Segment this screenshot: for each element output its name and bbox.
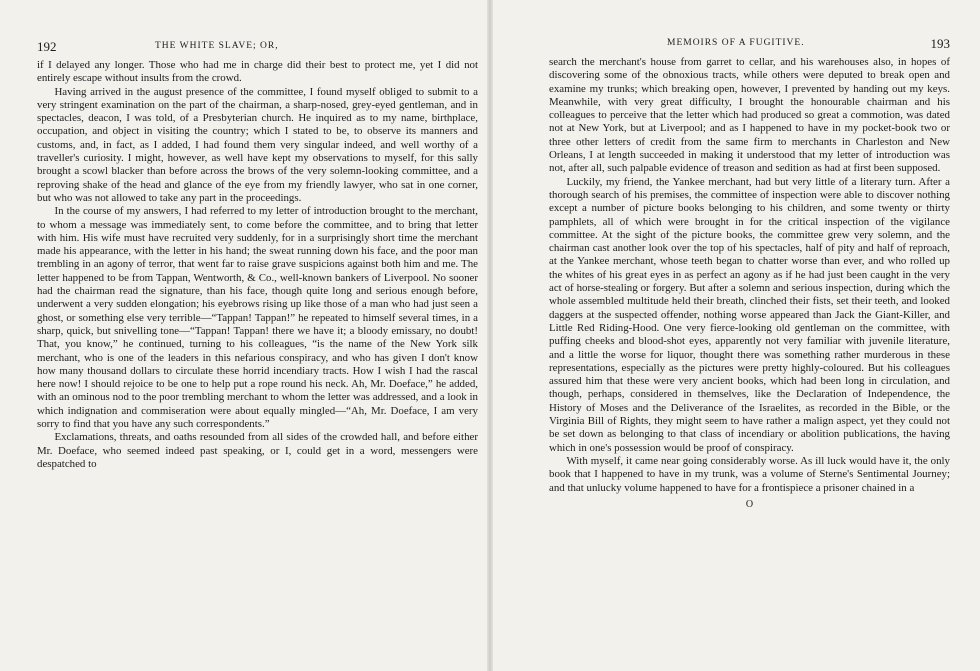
right-page-header [549, 35, 950, 52]
running-head: THE WHITE SLAVE; OR, [155, 41, 279, 51]
paragraph: In the course of my answers, I had referred to my letter of introduction brought to the merchant, to whom a message was immediately sent, to come before the committee, and to bring that letter with him. His wife must have recruited very suddenly, for in a surprisingly short time the merchant made his appearance, with the letter in his hand; the sweat running down his face, and the poor man trembling in an agony of terror, that went far to raise grave suspicions against both him and me. The letter happened to be from Tappan, Wentworth, & Co., well-known bankers of Liverpool. No sooner had the chairman read the signature, than his face, though quite long and serious enough before, underwent a very sudden elongation; his eyebrows rising up like those of a man who had just seen a ghost, or something else very terrible—“Tappan! Tappan!” he repeated to himself several times, in a sharp, quick, but snivelling tone—“Tappan! Tappan! there we have it; a bloody emissary, no doubt! That, you know,” he continued, turning to his colleagues, “is the name of the New York silk merchant, who is one of the leaders in this nefarious conspiracy, and who has given I don't know how many thousand dollars to circulate these horrid incendiary tracts. How I wish I had the rascal here now! I should rejoice to be one to help put a rope round his neck. Ah, Mr. Doeface,” he added, with an ominous nod to the poor trembling merchant to whom the letter was addressed, and a look in which indignation and commiseration were about equally mingled—“Ah, Mr. Doeface, I am very sorry to find that you have any such correspondents.” [37, 205, 478, 431]
left-page-text [37, 59, 478, 471]
paragraph: Having arrived in the august presence of the committee, I found myself obliged to submit to a very stringent examination on the part of the chairman, a sharp-nosed, grey-eyed gentleman, and in spectacles, deacon, I was told, of a Presbyterian church. He inquired as to my name, birthplace, occupation, and object in visiting the country; which I stated to be, to observe its manners and customs, and, in fact, as I added, I had found them very singular indeed, and well worthy of a traveller's curiosity. I might, however, as well have kept my observations to myself, for this sally brought a scowl blacker than before across the brows of the very solemn-looking committee, and a reproving shake of the head and glance of the eye from my friendly lawyer, who sat in one corner, but who was not allowed to take any part in the proceedings. [37, 85, 478, 204]
paragraph: Exclamations, threats, and oaths resounded from all sides of the crowded hall, and before either Mr. Doeface, who seemed indeed past speaking, or I, could get in a word, messengers were despatched to [37, 431, 478, 470]
left-page-header [37, 38, 478, 55]
running-head: MEMOIRS OF A FUGITIVE. [667, 38, 805, 48]
paragraph: Luckily, my friend, the Yankee merchant, had but very little of a literary turn. After a thorough search of his premises, the committee of inspection were able to discover nothing except a number of picture books belonging to his children, and some twenty or thirty pamphlets, all of which were brought in for the critical inspection of the vigilance committee. At the sight of the picture books, the committee grew very solemn, and the chairman cast another look over the top of his spectacles, half of pity and half of reproach, at the Yankee merchant, whose teeth began to chatter worse than ever, and who rolled up the whites of his great eyes in as perfect an agony as if he had just been caught in the very act of horse-stealing or forgery. But after a solemn and serious inspection, during which the whole assembled multitude held their breath, clinched their fists, set their teeth, and looked daggers at the suspected offender, nothing worse appeared than Jack the Giant-Killer, and Little Red Riding-Hood. One very fierce-looking old gentleman on the committee, with puffing cheeks and blood-shot eyes, apparently not very familiar with juvenile literature, and a little the worse for liquor, thought there was something rather murderous in these representations, especially as the pictures were pretty highly-coloured. But his colleagues assured him that these were very ancient books, which had been long in circulation, and though, perhaps, considered in themselves, like the Declaration of Independence, the History of Moses and the Deliverance of the Israelites, as recorded in the Bible, or the Virginia Bill of Rights, they might seem to have rather a malign aspect, yet they could not be set down as belonging to that class of incendiary or abolition publications, the having which in one's possession would be proof of conspiracy. [549, 175, 950, 454]
paragraph: With myself, it came near going considerably worse. As ill luck would have it, the only book that I happened to have in my trunk, was a volume of Sterne's Sentimental Journey; and that unlucky volume happened to have for a frontispiece a prisoner chained in a [549, 454, 950, 494]
page-number: 193 [930, 36, 950, 51]
paragraph: search the merchant's house from garret to cellar, and his warehouses also, in hopes of discovering some of the obnoxious tracts, while others were deputed to break open and examine my trunks; which breaking open, however, I prevented by handing out my keys. Meanwhile, with very great difficulty, I brought the honourable chairman and his colleagues to perceive that the letter which had produced so great a commotion, was dated not at New York, but at Liverpool; and as I happened to have in my pocket-book two or three other letters of credit from the same firm to merchants in Charleston and New Orleans, I at length succeeded in making it understood that my letter of introduction was not, after all, such palpable evidence of treason and sedition as had at first been supposed. [549, 56, 950, 175]
right-page-text [549, 56, 950, 510]
page-number: 192 [37, 39, 57, 54]
right-page [490, 0, 980, 671]
signature-mark: O [745, 498, 754, 510]
paragraph: if I delayed any longer. Those who had me in charge did their best to protect me, yet I did not entirely escape without insults from the crowd. [37, 59, 478, 85]
